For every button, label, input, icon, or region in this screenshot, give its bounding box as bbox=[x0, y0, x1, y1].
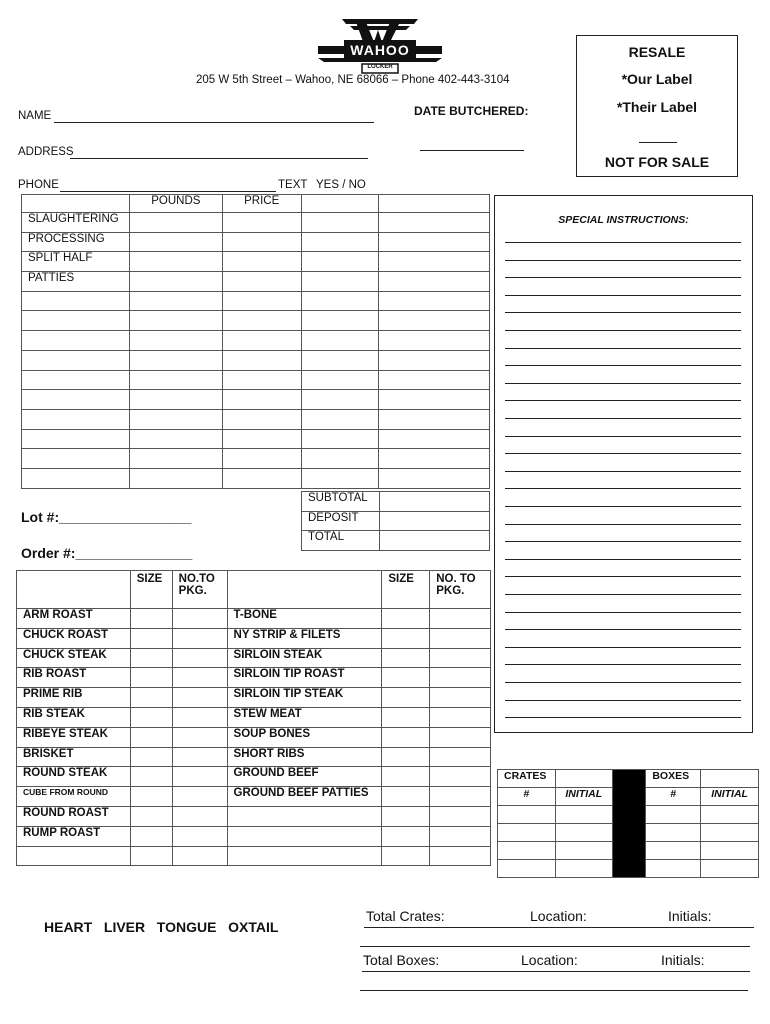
shop-address: 205 W 5th Street – Wahoo, NE 68066 – Phone 402-443-3104 bbox=[196, 74, 510, 86]
cut-pkg[interactable] bbox=[172, 767, 227, 787]
storage-entry[interactable] bbox=[646, 806, 701, 824]
charge-cell[interactable] bbox=[129, 331, 222, 351]
cut-size[interactable] bbox=[130, 628, 172, 648]
instruction-line[interactable] bbox=[505, 418, 741, 419]
charge-item-label bbox=[22, 311, 130, 331]
charge-cell[interactable] bbox=[301, 311, 379, 331]
cut-pkg[interactable] bbox=[172, 648, 227, 668]
charge-cell[interactable] bbox=[379, 232, 490, 252]
size-header: SIZE bbox=[130, 571, 172, 609]
charge-cell[interactable] bbox=[222, 331, 301, 351]
summary-row bbox=[302, 511, 490, 531]
boxes-header: BOXES bbox=[646, 770, 701, 788]
crates-underline[interactable] bbox=[364, 927, 754, 928]
cut-name: CHUCK STEAK bbox=[17, 648, 131, 668]
resale-divider bbox=[639, 142, 677, 143]
cuts-header-row bbox=[17, 571, 491, 609]
charges-header-row bbox=[22, 195, 490, 213]
cut-pkg[interactable] bbox=[430, 767, 491, 787]
crates-header: CRATES bbox=[498, 770, 556, 788]
cut-pkg[interactable] bbox=[172, 787, 227, 807]
cut-size[interactable] bbox=[382, 648, 430, 668]
instruction-line[interactable] bbox=[505, 383, 741, 384]
charge-cell[interactable] bbox=[379, 350, 490, 370]
instruction-line[interactable] bbox=[505, 260, 741, 261]
summary-value[interactable] bbox=[379, 492, 489, 512]
summary-row bbox=[302, 492, 490, 512]
instruction-line[interactable] bbox=[505, 330, 741, 331]
charges-row bbox=[22, 468, 490, 488]
cut-pkg[interactable] bbox=[430, 707, 491, 727]
cut-pkg[interactable] bbox=[430, 727, 491, 747]
instruction-line[interactable] bbox=[505, 594, 741, 595]
cut-pkg[interactable] bbox=[172, 707, 227, 727]
summary-label: TOTAL bbox=[302, 531, 380, 551]
charge-cell[interactable] bbox=[222, 468, 301, 488]
charge-cell[interactable] bbox=[301, 468, 379, 488]
charges-row bbox=[22, 390, 490, 410]
boxes-location-label: Location: bbox=[521, 952, 578, 968]
cut-row bbox=[17, 767, 491, 787]
cut-pkg[interactable] bbox=[430, 826, 491, 846]
instruction-line[interactable] bbox=[505, 576, 741, 577]
charges-row bbox=[22, 370, 490, 390]
cut-size[interactable] bbox=[382, 609, 430, 629]
cut-pkg[interactable] bbox=[172, 846, 227, 866]
cut-size[interactable] bbox=[382, 846, 430, 866]
crates-line-2[interactable] bbox=[360, 946, 750, 947]
crates-initials-label: Initials: bbox=[668, 908, 712, 924]
cut-name: NY STRIP & FILETS bbox=[227, 628, 382, 648]
storage-entry[interactable] bbox=[555, 860, 612, 878]
phone-label: PHONE bbox=[18, 179, 59, 191]
text-label: TEXT bbox=[278, 179, 308, 191]
storage-entry[interactable] bbox=[555, 842, 612, 860]
storage-entry[interactable] bbox=[555, 806, 612, 824]
cut-name bbox=[227, 826, 382, 846]
instruction-line[interactable] bbox=[505, 400, 741, 401]
phone-line[interactable] bbox=[60, 179, 276, 192]
charge-cell[interactable] bbox=[222, 232, 301, 252]
charge-cell[interactable] bbox=[379, 213, 490, 233]
cut-pkg[interactable] bbox=[430, 609, 491, 629]
instruction-line[interactable] bbox=[505, 541, 741, 542]
charge-cell[interactable] bbox=[301, 291, 379, 311]
storage-entry[interactable] bbox=[555, 824, 612, 842]
charge-cell[interactable] bbox=[129, 311, 222, 331]
instruction-line[interactable] bbox=[505, 312, 741, 313]
cut-size[interactable] bbox=[130, 846, 172, 866]
charges-row bbox=[22, 272, 490, 292]
cut-pkg[interactable] bbox=[430, 648, 491, 668]
instruction-line[interactable] bbox=[505, 682, 741, 683]
name-label: NAME bbox=[18, 110, 52, 122]
crate-initial-header: INITIAL bbox=[555, 788, 612, 806]
summary-row bbox=[302, 531, 490, 551]
cut-row bbox=[17, 648, 491, 668]
cut-pkg[interactable] bbox=[430, 628, 491, 648]
logo-brand: WAHOO bbox=[350, 42, 410, 58]
cut-pkg[interactable] bbox=[430, 806, 491, 826]
storage-entry[interactable] bbox=[498, 860, 556, 878]
crate-number-header: # bbox=[498, 788, 556, 806]
cut-name bbox=[17, 846, 131, 866]
cut-name: PRIME RIB bbox=[17, 688, 131, 708]
address-label: ADDRESS bbox=[18, 146, 74, 158]
instruction-line[interactable] bbox=[505, 506, 741, 507]
cut-size[interactable] bbox=[130, 688, 172, 708]
charge-cell[interactable] bbox=[129, 213, 222, 233]
instruction-line[interactable] bbox=[505, 717, 741, 718]
cut-row bbox=[17, 668, 491, 688]
charges-row bbox=[22, 350, 490, 370]
instruction-line[interactable] bbox=[505, 700, 741, 701]
storage-divider-block bbox=[612, 770, 646, 878]
charge-cell[interactable] bbox=[301, 213, 379, 233]
cut-row bbox=[17, 806, 491, 826]
storage-entry[interactable] bbox=[701, 842, 759, 860]
special-instructions-title: SPECIAL INSTRUCTIONS: bbox=[558, 214, 689, 226]
cut-size[interactable] bbox=[130, 787, 172, 807]
charge-cell[interactable] bbox=[222, 370, 301, 390]
charge-cell[interactable] bbox=[301, 232, 379, 252]
cut-size[interactable] bbox=[382, 806, 430, 826]
cut-row bbox=[17, 787, 491, 807]
size-header: SIZE bbox=[382, 571, 430, 609]
summary-value[interactable] bbox=[379, 511, 489, 531]
storage-cell bbox=[701, 770, 759, 788]
cut-pkg[interactable] bbox=[172, 727, 227, 747]
cut-row bbox=[17, 609, 491, 629]
summary-label: DEPOSIT bbox=[302, 511, 380, 531]
charges-row bbox=[22, 409, 490, 429]
cut-name: GROUND BEEF bbox=[227, 767, 382, 787]
cut-name: GROUND BEEF PATTIES bbox=[227, 787, 382, 807]
charges-row bbox=[22, 232, 490, 252]
charge-cell[interactable] bbox=[222, 390, 301, 410]
charges-table bbox=[21, 194, 490, 489]
charge-cell[interactable] bbox=[379, 272, 490, 292]
cut-size[interactable] bbox=[130, 727, 172, 747]
charges-header-cell bbox=[301, 195, 379, 213]
storage-entry[interactable] bbox=[701, 860, 759, 878]
charge-cell[interactable] bbox=[222, 291, 301, 311]
address-line[interactable] bbox=[70, 146, 368, 159]
charge-cell[interactable] bbox=[379, 429, 490, 449]
cut-size[interactable] bbox=[130, 707, 172, 727]
organs-list: HEART LIVER TONGUE OXTAIL bbox=[44, 919, 279, 935]
instruction-line[interactable] bbox=[505, 348, 741, 349]
charges-row bbox=[22, 429, 490, 449]
cut-pkg[interactable] bbox=[430, 747, 491, 767]
charge-cell[interactable] bbox=[301, 350, 379, 370]
cut-pkg[interactable] bbox=[172, 806, 227, 826]
charge-cell[interactable] bbox=[129, 429, 222, 449]
charge-cell[interactable] bbox=[301, 409, 379, 429]
charge-cell[interactable] bbox=[379, 370, 490, 390]
charge-item-label bbox=[22, 429, 130, 449]
charge-cell[interactable] bbox=[222, 213, 301, 233]
cut-size[interactable] bbox=[382, 668, 430, 688]
charge-item-label: SLAUGHTERING bbox=[22, 213, 130, 233]
cut-size[interactable] bbox=[382, 747, 430, 767]
charge-cell[interactable] bbox=[129, 291, 222, 311]
cut-size[interactable] bbox=[382, 787, 430, 807]
yes-no-label[interactable]: YES / NO bbox=[316, 179, 366, 191]
charge-cell[interactable] bbox=[379, 331, 490, 351]
instruction-line[interactable] bbox=[505, 471, 741, 472]
instruction-line[interactable] bbox=[505, 365, 741, 366]
boxes-line-2[interactable] bbox=[360, 990, 748, 991]
cut-pkg[interactable] bbox=[430, 688, 491, 708]
charge-cell[interactable] bbox=[301, 331, 379, 351]
charges-row bbox=[22, 331, 490, 351]
cut-row bbox=[17, 707, 491, 727]
cut-name: STEW MEAT bbox=[227, 707, 382, 727]
cut-size[interactable] bbox=[382, 628, 430, 648]
cut-name bbox=[227, 806, 382, 826]
cut-name bbox=[227, 846, 382, 866]
cut-pkg[interactable] bbox=[430, 787, 491, 807]
instruction-line[interactable] bbox=[505, 295, 741, 296]
summary-value[interactable] bbox=[379, 531, 489, 551]
cut-size[interactable] bbox=[130, 648, 172, 668]
instruction-line[interactable] bbox=[505, 612, 741, 613]
cut-pkg[interactable] bbox=[172, 609, 227, 629]
charge-cell[interactable] bbox=[222, 272, 301, 292]
date-butchered-line[interactable] bbox=[420, 138, 524, 151]
cuts-header-cell bbox=[227, 571, 382, 609]
cut-name: RIB STEAK bbox=[17, 707, 131, 727]
cut-name: RIBEYE STEAK bbox=[17, 727, 131, 747]
instruction-line[interactable] bbox=[505, 559, 741, 560]
charge-cell[interactable] bbox=[129, 449, 222, 469]
storage-entry[interactable] bbox=[646, 842, 701, 860]
cuts-table bbox=[16, 570, 491, 866]
total-boxes-label: Total Boxes: bbox=[363, 952, 440, 968]
cut-row bbox=[17, 826, 491, 846]
cut-size[interactable] bbox=[382, 688, 430, 708]
cut-pkg[interactable] bbox=[430, 668, 491, 688]
instruction-line[interactable] bbox=[505, 629, 741, 630]
cut-size[interactable] bbox=[130, 826, 172, 846]
special-instructions-box bbox=[494, 195, 753, 733]
cut-size[interactable] bbox=[382, 727, 430, 747]
cut-row bbox=[17, 688, 491, 708]
charge-cell[interactable] bbox=[222, 409, 301, 429]
boxes-initials-label: Initials: bbox=[661, 952, 705, 968]
cut-name: ROUND ROAST bbox=[17, 806, 131, 826]
storage-entry[interactable] bbox=[701, 824, 759, 842]
charges-row bbox=[22, 311, 490, 331]
date-butchered-label: DATE BUTCHERED: bbox=[414, 104, 529, 118]
charge-item-label bbox=[22, 449, 130, 469]
cut-row bbox=[17, 747, 491, 767]
cut-name: RUMP ROAST bbox=[17, 826, 131, 846]
charge-cell[interactable] bbox=[222, 311, 301, 331]
charge-cell[interactable] bbox=[129, 370, 222, 390]
charge-cell[interactable] bbox=[129, 232, 222, 252]
box-initial-header: INITIAL bbox=[701, 788, 759, 806]
charge-cell[interactable] bbox=[129, 390, 222, 410]
storage-entry[interactable] bbox=[646, 860, 701, 878]
cut-size[interactable] bbox=[382, 767, 430, 787]
cuts-header-cell bbox=[17, 571, 131, 609]
charge-item-label bbox=[22, 350, 130, 370]
charge-item-label bbox=[22, 331, 130, 351]
our-label-option[interactable]: *Our Label bbox=[621, 71, 693, 87]
charges-row bbox=[22, 449, 490, 469]
charge-cell[interactable] bbox=[379, 252, 490, 272]
charges-header-cell bbox=[379, 195, 490, 213]
charge-cell[interactable] bbox=[129, 272, 222, 292]
resale-box bbox=[576, 35, 738, 177]
cut-name: ROUND STEAK bbox=[17, 767, 131, 787]
charge-cell[interactable] bbox=[379, 449, 490, 469]
charge-item-label bbox=[22, 291, 130, 311]
cut-name: RIB ROAST bbox=[17, 668, 131, 688]
cut-row bbox=[17, 727, 491, 747]
charge-cell[interactable] bbox=[222, 350, 301, 370]
charge-cell[interactable] bbox=[129, 468, 222, 488]
cut-name: SHORT RIBS bbox=[227, 747, 382, 767]
order-number[interactable]: Order #:_______________ bbox=[21, 545, 193, 561]
pkg-header: NO. TO PKG. bbox=[430, 571, 491, 609]
name-line[interactable] bbox=[54, 110, 374, 123]
cut-row bbox=[17, 846, 491, 866]
their-label-option[interactable]: *Their Label bbox=[616, 99, 698, 115]
boxes-underline[interactable] bbox=[362, 971, 750, 972]
charges-row bbox=[22, 213, 490, 233]
cut-name: T-BONE bbox=[227, 609, 382, 629]
cut-pkg[interactable] bbox=[172, 826, 227, 846]
cut-name: SIRLOIN TIP STEAK bbox=[227, 688, 382, 708]
charges-header-cell: PRICE bbox=[222, 195, 301, 213]
charge-cell[interactable] bbox=[222, 429, 301, 449]
cut-size[interactable] bbox=[382, 707, 430, 727]
charge-cell[interactable] bbox=[379, 291, 490, 311]
summary-label: SUBTOTAL bbox=[302, 492, 380, 512]
charge-item-label bbox=[22, 409, 130, 429]
storage-table bbox=[497, 769, 759, 878]
instruction-line[interactable] bbox=[505, 242, 741, 243]
charge-cell[interactable] bbox=[129, 350, 222, 370]
charges-header-cell bbox=[22, 195, 130, 213]
cut-pkg[interactable] bbox=[430, 846, 491, 866]
instruction-line[interactable] bbox=[505, 436, 741, 437]
storage-cell bbox=[555, 770, 612, 788]
charge-cell[interactable] bbox=[379, 390, 490, 410]
charge-cell[interactable] bbox=[301, 272, 379, 292]
cut-name: CUBE FROM ROUND bbox=[17, 787, 131, 807]
cut-name: ARM ROAST bbox=[17, 609, 131, 629]
box-number-header: # bbox=[646, 788, 701, 806]
cut-pkg[interactable] bbox=[172, 628, 227, 648]
cut-size[interactable] bbox=[130, 609, 172, 629]
charge-item-label bbox=[22, 468, 130, 488]
instruction-line[interactable] bbox=[505, 277, 741, 278]
storage-entry[interactable] bbox=[498, 824, 556, 842]
charge-cell[interactable] bbox=[301, 429, 379, 449]
crates-location-label: Location: bbox=[530, 908, 587, 924]
cut-pkg[interactable] bbox=[172, 688, 227, 708]
cut-size[interactable] bbox=[382, 826, 430, 846]
logo-sub: LOCKER bbox=[367, 64, 393, 70]
cut-name: SIRLOIN TIP ROAST bbox=[227, 668, 382, 688]
cut-row bbox=[17, 628, 491, 648]
cut-size[interactable] bbox=[130, 668, 172, 688]
charge-cell[interactable] bbox=[129, 409, 222, 429]
cut-name: SOUP BONES bbox=[227, 727, 382, 747]
charge-item-label: SPLIT HALF bbox=[22, 252, 130, 272]
cut-name: BRISKET bbox=[17, 747, 131, 767]
charge-cell[interactable] bbox=[301, 252, 379, 272]
instruction-line[interactable] bbox=[505, 453, 741, 454]
instruction-line[interactable] bbox=[505, 488, 741, 489]
summary-table bbox=[301, 491, 490, 551]
charge-item-label: PROCESSING bbox=[22, 232, 130, 252]
instruction-line[interactable] bbox=[505, 524, 741, 525]
charge-cell[interactable] bbox=[301, 390, 379, 410]
charge-cell[interactable] bbox=[129, 252, 222, 272]
charge-cell[interactable] bbox=[222, 252, 301, 272]
lot-number[interactable]: Lot #:_________________ bbox=[21, 509, 192, 525]
charge-item-label: PATTIES bbox=[22, 272, 130, 292]
cut-size[interactable] bbox=[130, 806, 172, 826]
charge-item-label bbox=[22, 370, 130, 390]
cut-size[interactable] bbox=[130, 747, 172, 767]
not-for-sale-label[interactable]: NOT FOR SALE bbox=[604, 154, 710, 170]
instruction-line[interactable] bbox=[505, 664, 741, 665]
charge-cell[interactable] bbox=[379, 311, 490, 331]
storage-entry[interactable] bbox=[498, 842, 556, 860]
cut-name: CHUCK ROAST bbox=[17, 628, 131, 648]
resale-title: RESALE bbox=[628, 44, 686, 60]
cut-pkg[interactable] bbox=[172, 668, 227, 688]
storage-entry[interactable] bbox=[701, 806, 759, 824]
storage-header-row bbox=[498, 770, 759, 788]
cut-name: SIRLOIN STEAK bbox=[227, 648, 382, 668]
charge-cell[interactable] bbox=[222, 449, 301, 469]
cut-pkg[interactable] bbox=[172, 747, 227, 767]
charges-row bbox=[22, 252, 490, 272]
logo bbox=[316, 16, 444, 76]
charge-cell[interactable] bbox=[379, 409, 490, 429]
total-crates-label: Total Crates: bbox=[366, 908, 445, 924]
charge-cell[interactable] bbox=[379, 468, 490, 488]
cut-size[interactable] bbox=[130, 767, 172, 787]
storage-entry[interactable] bbox=[498, 806, 556, 824]
storage-entry[interactable] bbox=[646, 824, 701, 842]
charges-row bbox=[22, 291, 490, 311]
charge-cell[interactable] bbox=[301, 370, 379, 390]
charges-header-cell: POUNDS bbox=[129, 195, 222, 213]
charge-cell[interactable] bbox=[301, 449, 379, 469]
pkg-header: NO.TO PKG. bbox=[172, 571, 227, 609]
charge-item-label bbox=[22, 390, 130, 410]
instruction-line[interactable] bbox=[505, 647, 741, 648]
